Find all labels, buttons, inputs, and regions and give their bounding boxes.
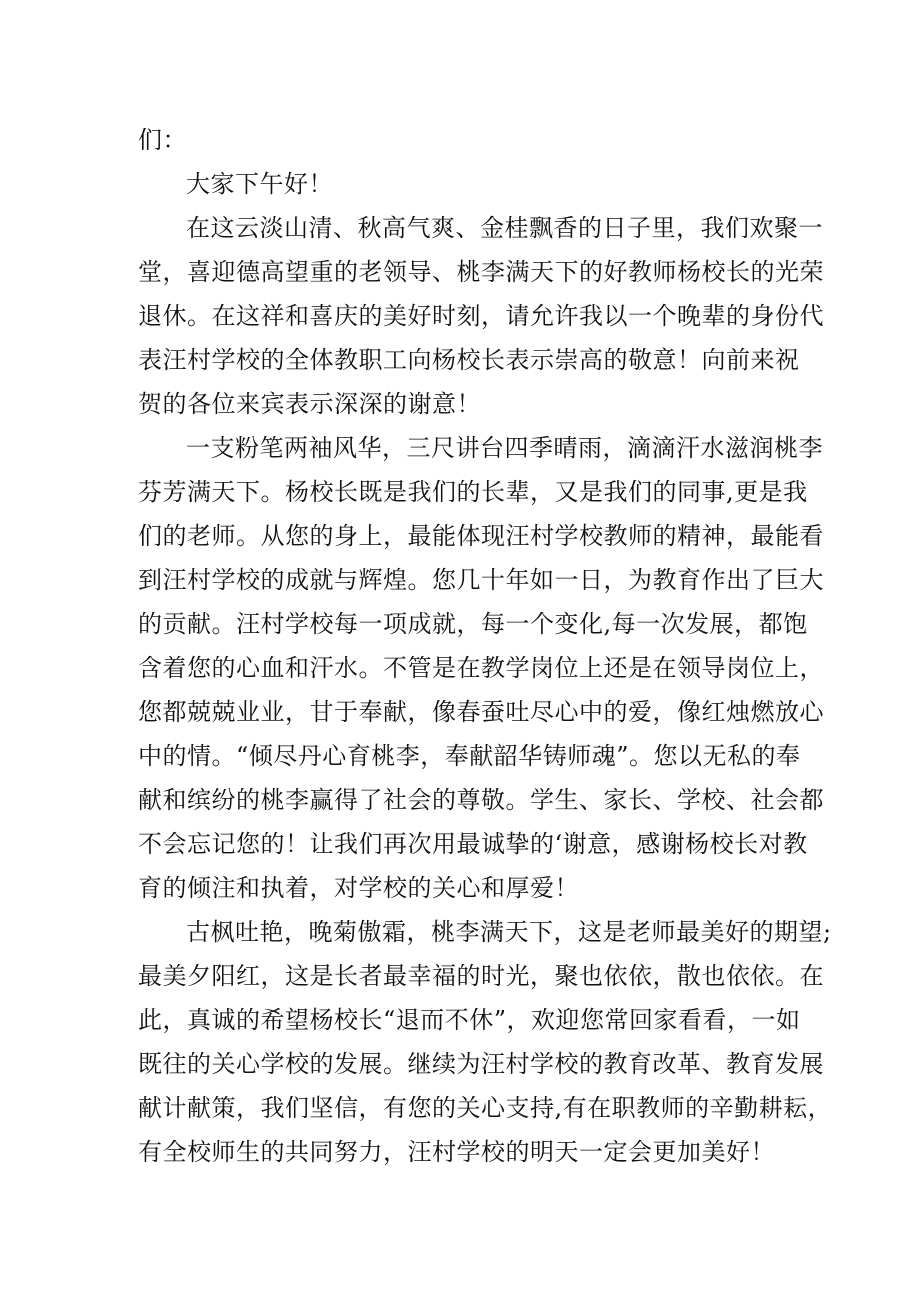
paragraph-2-line-2: 芬芳满天下。杨校长既是我们的长辈，又是我们的同事,更是我 (138, 478, 808, 506)
text-line: 们： (138, 126, 187, 154)
paragraph-3-line-1: 古枫吐艳，晚菊傲霜，桃李满天下，这是老师最美好的期望; (186, 918, 832, 946)
paragraph-1-line-1: 在这云淡山清、秋高气爽、金桂飘香的日子里，我们欢聚一 (186, 214, 823, 242)
paragraph-2-line-3: 们的老师。从您的身上，最能体现汪村学校教师的精神，最能看 (138, 522, 824, 550)
paragraph-3-line-2: 最美夕阳红，这是长者最幸福的时光，聚也依依，散也依依。在 (138, 962, 824, 990)
greeting-line: 大家下午好！ (186, 170, 333, 198)
paragraph-2-line-4: 到汪村学校的成就与辉煌。您几十年如一日，为教育作出了巨大 (138, 566, 824, 594)
paragraph-2-line-1: 一支粉笔两袖风华，三尺讲台四季晴雨，滴滴汗水滋润桃李 (186, 434, 823, 462)
speech-text (138, 118, 833, 1174)
paragraph-3-line-4: 既往的关心学校的发展。继续为汪村学校的教育改革、教育发展 (138, 1050, 824, 1078)
paragraph-2-line-10: 不会忘记您的！让我们再次用最诚挚的‘谢意，感谢杨校长对教 (138, 830, 808, 858)
paragraph-1-line-2: 堂，喜迎德高望重的老领导、桃李满天下的好教师杨校长的光荣 (138, 258, 824, 286)
paragraph-2-line-7: 您都兢兢业业，甘于奉献，像春蚕吐尽心中的爱，像红烛燃放心 (138, 698, 824, 726)
paragraph-1-line-4: 表汪村学校的全体教职工向杨校长表示崇高的敬意！向前来祝 (138, 346, 800, 374)
paragraph-2-line-5: 的贡献。汪村学校每一项成就，每一个变化,每一次发展，都饱 (138, 610, 808, 638)
paragraph-2-line-9: 献和缤纷的桃李赢得了社会的尊敬。学生、家长、学校、社会都 (138, 786, 824, 814)
paragraph-2-line-11: 育的倾注和执着，对学校的关心和厚爱！ (138, 874, 579, 902)
paragraph-1-line-5: 贺的各位来宾表示深深的谢意！ (138, 390, 481, 418)
paragraph-2-line-8: 中的情。“倾尽丹心育桃李，奉献韶华铸师魂”。您以无私的奉 (138, 742, 801, 770)
paragraph-3-line-6: 有全校师生的共同努力，汪村学校的明天一定会更加美好！ (138, 1138, 775, 1166)
paragraph-3-line-3: 此，真诚的希望杨校长“退而不休”，欢迎您常回家看看，一如 (138, 1006, 801, 1034)
paragraph-1-line-3: 退休。在这祥和喜庆的美好时刻，请允许我以一个晚辈的身份代 (138, 302, 824, 330)
paragraph-2-line-6: 含着您的心血和汗水。不管是在教学岗位上还是在领导岗位上， (138, 654, 824, 682)
paragraph-3-line-5: 献计献策，我们坚信，有您的关心支持,有在职教师的辛勤耕耘， (138, 1094, 833, 1122)
